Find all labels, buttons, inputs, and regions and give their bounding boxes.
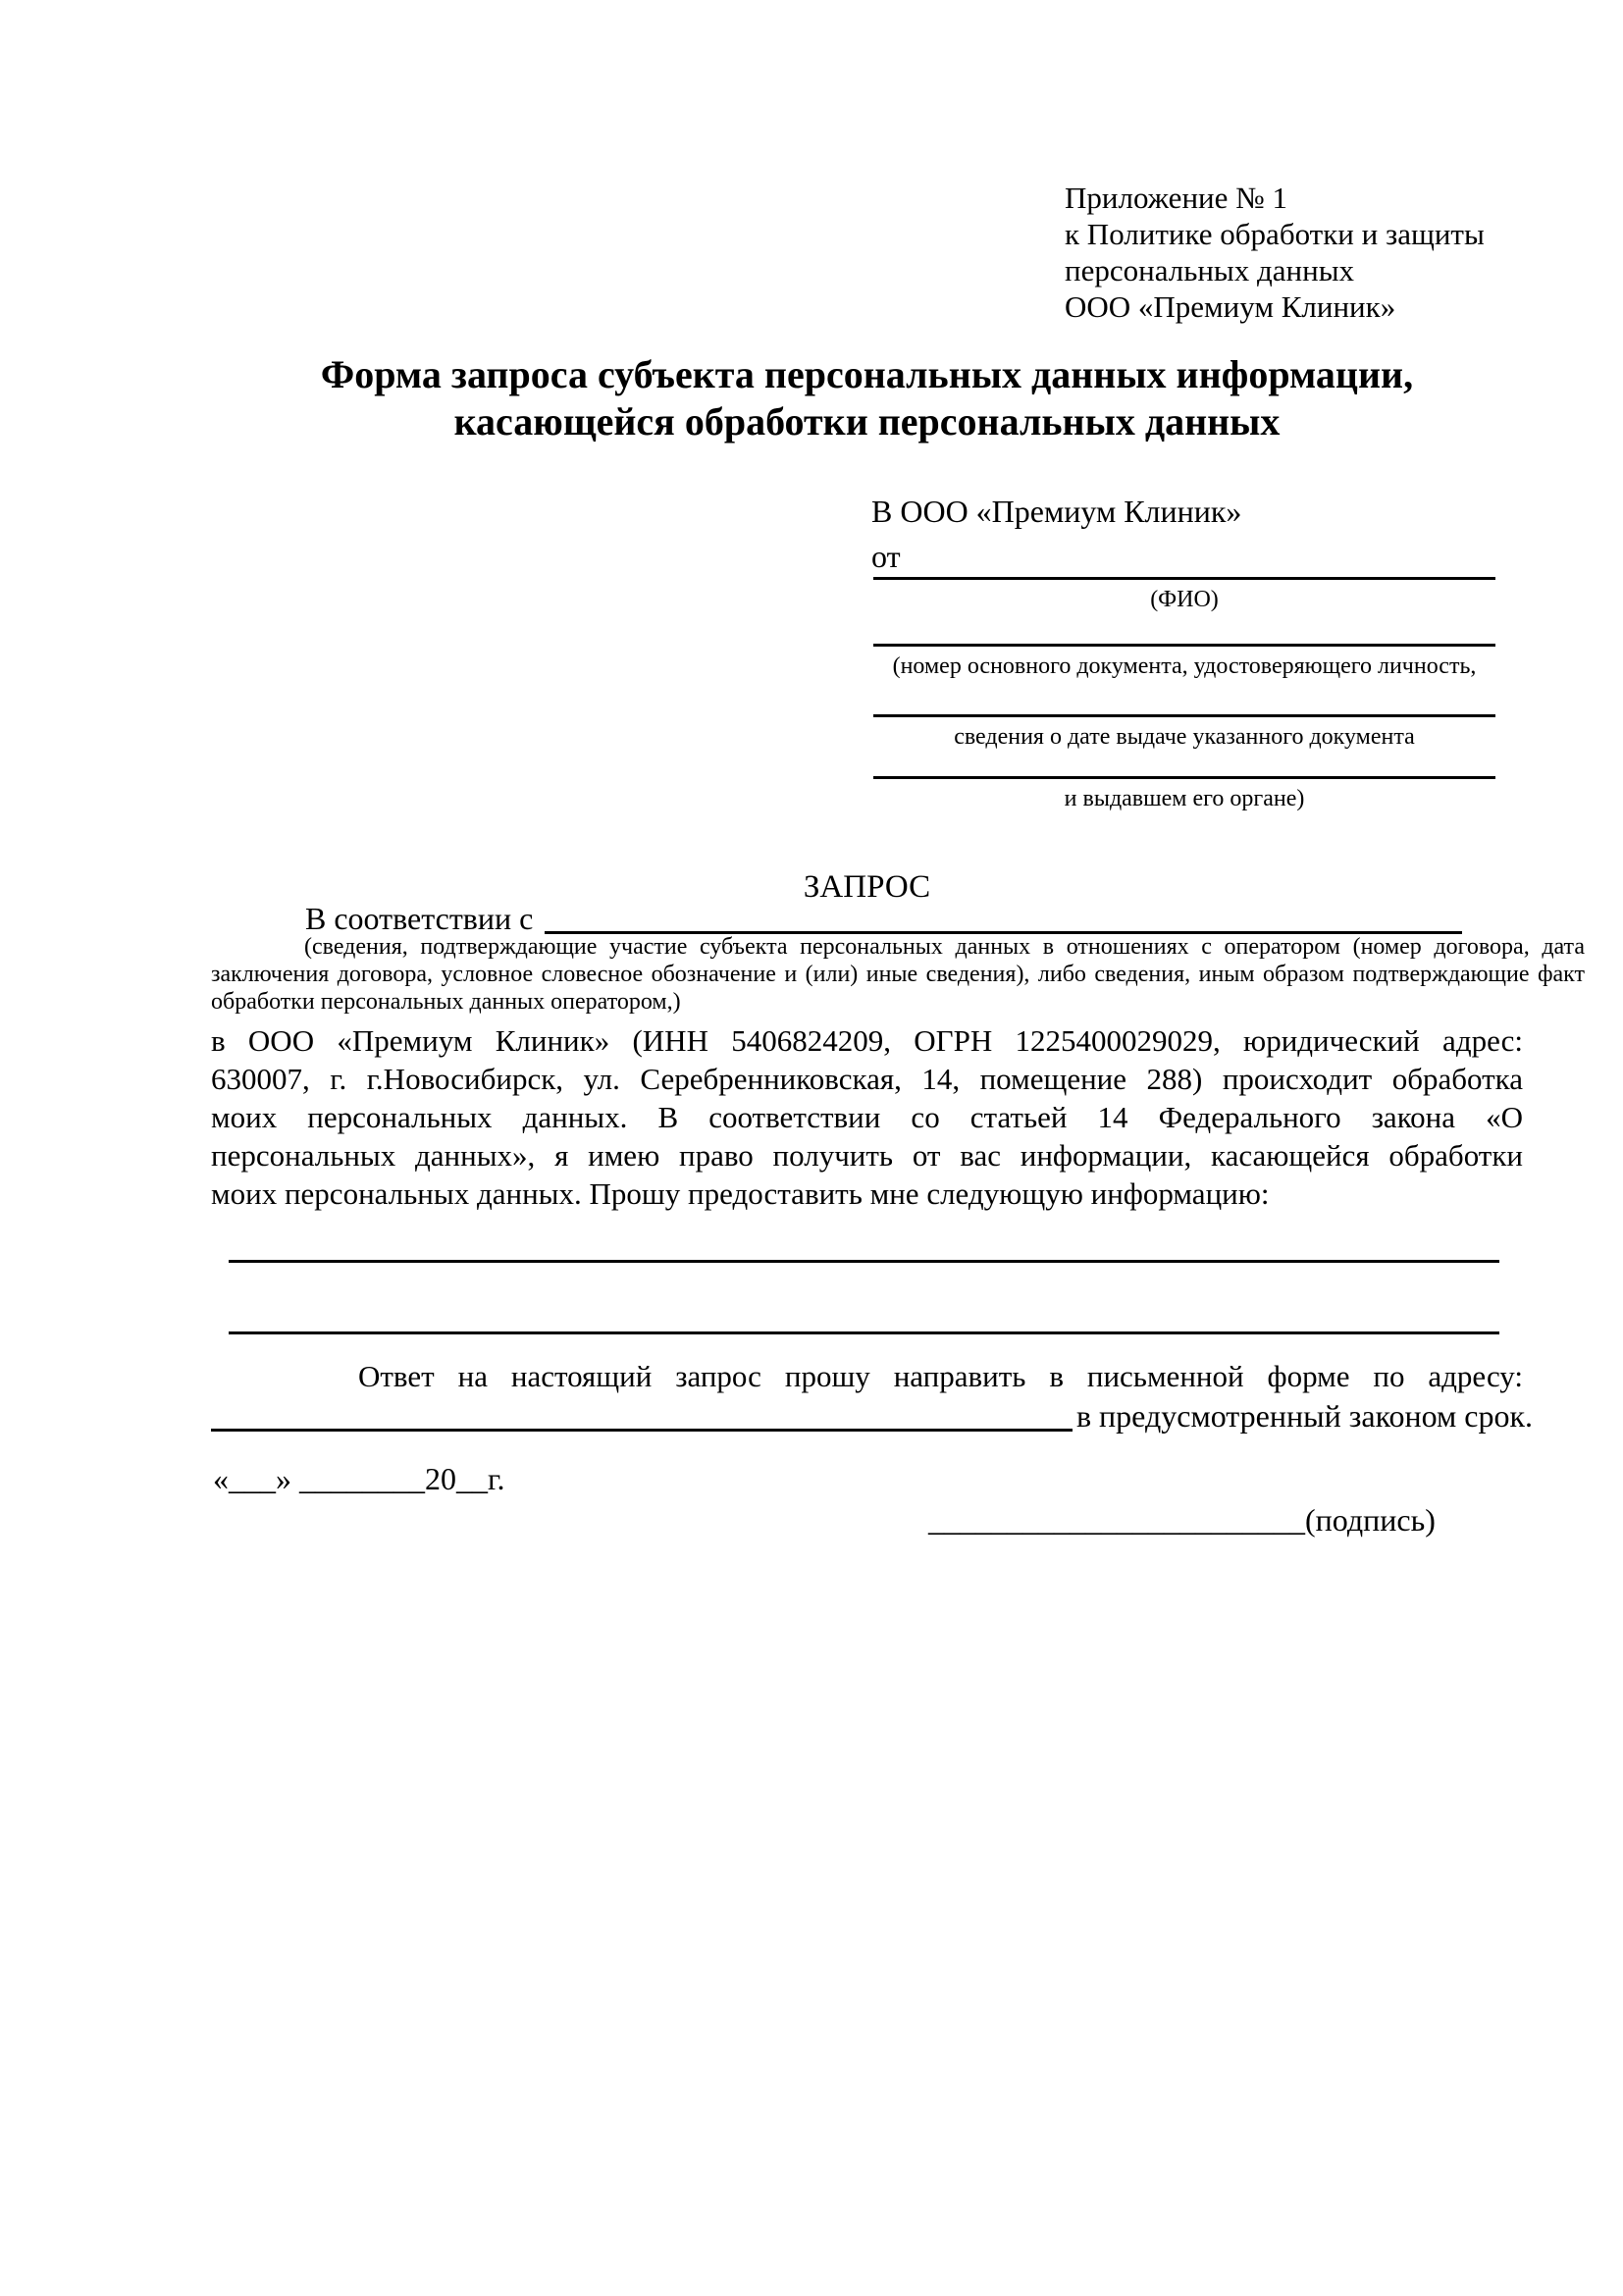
address-line: [211, 1394, 1533, 1437]
appendix-note-line: ООО «Премиум Клиник»: [1065, 289, 1396, 324]
appendix-note-line: Приложение № 1: [1065, 181, 1287, 215]
fio-field-label: (ФИО): [1150, 587, 1219, 612]
caption-line: заключения договора, условное словесное обозначение и (или) иные сведения), либо сведения, иным образом подтверждающие факт: [211, 962, 1585, 987]
answer-blank-line: [229, 1331, 1499, 1334]
caption-line: (сведения, подтверждающие участие субъекта персональных данных в отношениях с оператором (номер договора, дата: [304, 934, 1585, 960]
caption-line: обработки персональных данных оператором,): [211, 989, 681, 1015]
address-blank-line: [211, 1394, 1073, 1432]
body-line: моих персональных данных. В соответствии со статьей 14 Федерального закона «О: [211, 1100, 1523, 1134]
issue-date-label: сведения о дате выдаче указанного документа: [954, 724, 1415, 750]
signature-label: (подпись): [1305, 1502, 1436, 1538]
body-line: 630007, г. г.Новосибирск, ул. Серебренниковская, 14, помещение 288) происходит обработка: [211, 1062, 1523, 1096]
caption-paragraph: [211, 933, 1585, 1016]
body-paragraph: [211, 1021, 1523, 1213]
document-number-field: [873, 644, 1495, 680]
signature-blank-line: ________________________: [928, 1502, 1305, 1538]
fio-field: [873, 577, 1495, 613]
accordance-blank-line: [545, 897, 1462, 934]
appendix-note: [1065, 180, 1485, 325]
body-line: моих персональных данных. Прошу предоставить мне следующую информацию:: [211, 1176, 1270, 1211]
request-heading: ЗАПРОС: [803, 869, 931, 905]
addressee-block: [871, 489, 1241, 579]
signature-field: [897, 1458, 1436, 1582]
accordance-prefix: В соответствии с: [305, 901, 534, 936]
document-title: [211, 351, 1523, 445]
body-line: персональных данных», я имею право получить от вас информации, касающейся обработки: [211, 1138, 1523, 1173]
answer-blank-line: [229, 1260, 1499, 1263]
addressee-from: от: [871, 539, 901, 574]
appendix-note-line: персональных данных: [1065, 253, 1355, 287]
body-line: в ООО «Премиум Клиник» (ИНН 5406824209, ОГРН 1225400029029, юридический адрес:: [211, 1023, 1523, 1058]
document-title-line: Форма запроса субъекта персональных данных информации,: [320, 352, 1414, 396]
issue-date-field: [873, 714, 1495, 751]
issuing-authority-label: и выдавшем его органе): [1064, 786, 1305, 811]
appendix-note-line: к Политике обработки и защиты: [1065, 217, 1485, 251]
document-number-label: (номер основного документа, удостоверяющего личность,: [892, 653, 1477, 679]
date-field: «___» ________20__г.: [213, 1461, 505, 1496]
answer-request-line: Ответ на настоящий запрос прошу направить в письменной форме по адресу:: [358, 1359, 1523, 1393]
legal-term-text: в предусмотренный законом срок.: [1075, 1398, 1533, 1434]
addressee-company: В ООО «Премиум Клиник»: [871, 494, 1242, 529]
document-title-line: касающейся обработки персональных данных: [453, 399, 1281, 444]
issuing-authority-field: [873, 776, 1495, 812]
